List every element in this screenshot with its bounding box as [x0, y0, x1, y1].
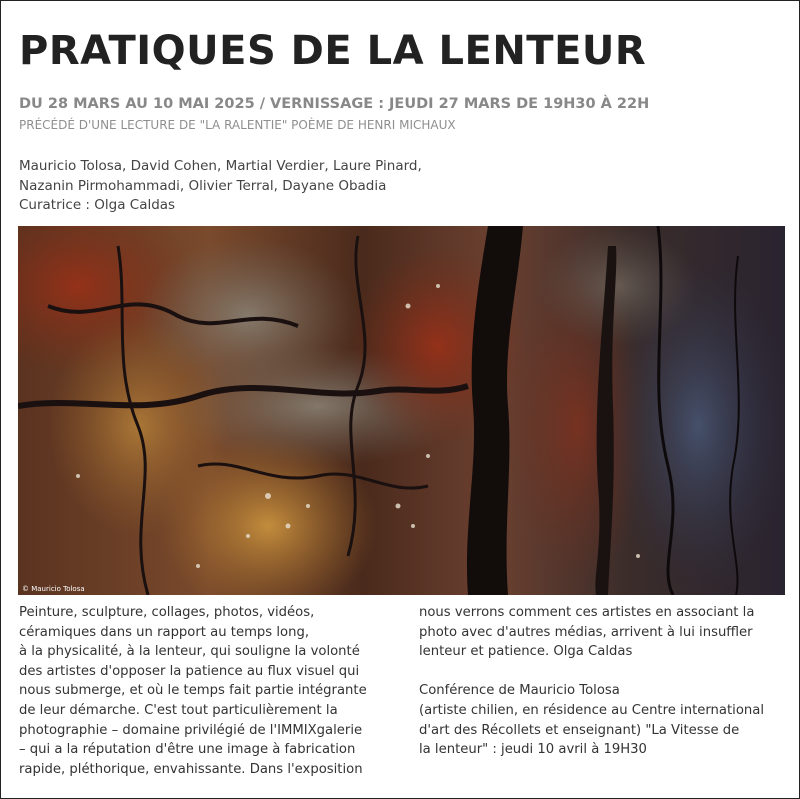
description-right-column [419, 603, 789, 760]
text-line: Peinture, sculpture, collages, photos, vidéos, [19, 605, 315, 620]
text-line: nous verrons comment ces artistes en associant la [419, 605, 755, 620]
text-line: à la physicalité, à la lenteur, qui souligne la volonté [19, 644, 360, 660]
artist-list [19, 157, 422, 216]
curator-line: Curatrice : Olga Caldas [19, 197, 176, 213]
text-line: photographie – domaine privilégié de l'IMMIXgalerie [19, 722, 363, 738]
conference-line: (artiste chilien, en résidence au Centre international [419, 702, 764, 718]
text-line: rapide, pléthorique, envahissante. Dans l'exposition [19, 761, 363, 777]
reading-note: PRÉCÉDÉ D'UNE LECTURE DE "LA RALENTIE" POÈME DE HENRI MICHAUX [19, 118, 456, 132]
exhibition-title: PRATIQUES DE LA LENTEUR [19, 28, 647, 74]
exhibition-dates: DU 28 MARS AU 10 MAI 2025 / VERNISSAGE : JEUDI 27 MARS DE 19H30 À 22H [19, 96, 650, 112]
text-line: photo avec d'autres médias, arrivent à lui insuffler [419, 624, 753, 640]
text-line: céramiques dans un rapport au temps long, [19, 624, 310, 640]
tree-bark-photo [18, 226, 785, 595]
conference-line: la lenteur" : jeudi 10 avril à 19H30 [419, 742, 647, 758]
bark-texture-image [18, 226, 785, 595]
description-left-column [19, 603, 409, 779]
artist-line: Nazanin Pirmohammadi, Olivier Terral, Dayane Obadia [19, 177, 387, 194]
artist-line: Mauricio Tolosa, David Cohen, Martial Verdier, Laure Pinard, [19, 158, 422, 174]
text-line: lenteur et patience. Olga Caldas [419, 644, 633, 660]
conference-line: d'art des Récollets et enseignant) "La Vitesse de [419, 722, 740, 738]
text-line: des artistes d'opposer la patience au flux visuel qui [19, 663, 360, 679]
text-line: nous submerge, et où le temps fait partie intégrante [19, 683, 367, 699]
photo-credit: © Mauricio Tolosa [22, 585, 85, 593]
text-line: de leur démarche. C'est tout particulièrement la [19, 702, 338, 718]
spacer [419, 662, 789, 682]
conference-title: Conférence de Mauricio Tolosa [419, 683, 620, 699]
text-line: – qui a la réputation d'être une image à fabrication [19, 742, 356, 758]
